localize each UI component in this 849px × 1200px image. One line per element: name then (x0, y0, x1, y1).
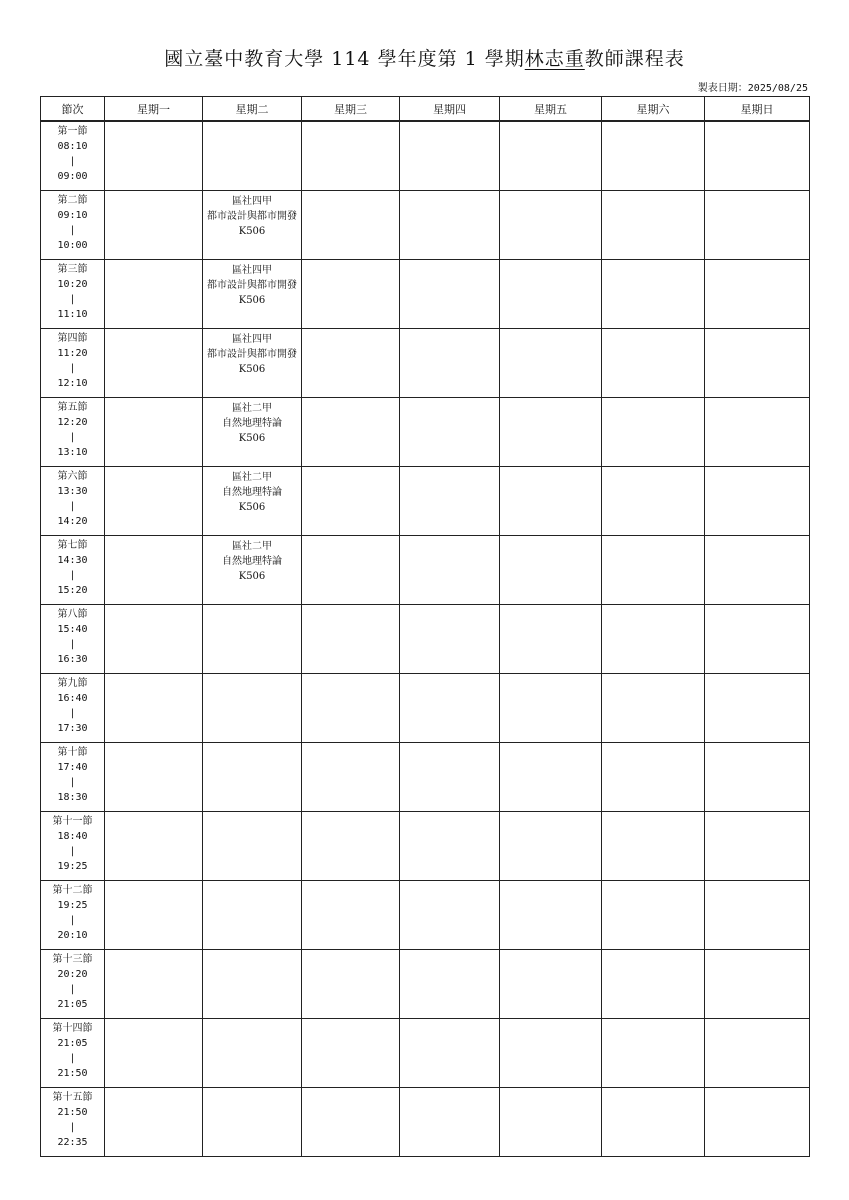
schedule-cell (400, 329, 500, 398)
table-row (41, 674, 810, 743)
schedule-cell (602, 536, 705, 605)
table-row (41, 605, 810, 674)
period-end-time: 09:00 (57, 171, 88, 182)
schedule-cell (203, 121, 302, 191)
schedule-cell (602, 260, 705, 329)
schedule-cell (302, 812, 400, 881)
schedule-cell (602, 191, 705, 260)
course-room: K506 (238, 226, 266, 237)
period-time-separator: | (69, 915, 76, 926)
course-name: 都市設計與都市開發 (207, 280, 297, 291)
schedule-cell (302, 467, 400, 536)
period-label: 第十三節 (52, 954, 93, 965)
period-time-separator: | (69, 777, 76, 788)
period-time-separator: | (69, 846, 76, 857)
schedule-cell (203, 329, 302, 398)
schedule-cell (705, 1088, 810, 1157)
table-row (41, 1088, 810, 1157)
period-cell (41, 1088, 105, 1157)
table-row (41, 812, 810, 881)
schedule-cell (500, 605, 602, 674)
period-label: 第二節 (57, 195, 88, 206)
schedule-cell (302, 1019, 400, 1088)
period-end-time: 20:10 (57, 930, 88, 941)
table-row (41, 467, 810, 536)
schedule-cell (400, 674, 500, 743)
schedule-cell (203, 1088, 302, 1157)
schedule-cell (302, 1088, 400, 1157)
schedule-cell (105, 812, 203, 881)
table-row (41, 950, 810, 1019)
period-time-separator: | (69, 432, 76, 443)
schedule-cell (105, 950, 203, 1019)
period-start-time: 13:30 (57, 486, 88, 497)
schedule-cell (500, 1019, 602, 1088)
course-class: 區社二甲 (232, 472, 272, 483)
course-room: K506 (238, 571, 266, 582)
schedule-cell (500, 329, 602, 398)
schedule-cell (302, 605, 400, 674)
period-label: 第十四節 (52, 1023, 93, 1034)
schedule-cell (400, 536, 500, 605)
course-class: 區社四甲 (232, 196, 272, 207)
period-end-time: 22:35 (57, 1137, 88, 1148)
schedule-cell (500, 398, 602, 467)
course-name: 都市設計與都市開發 (207, 349, 297, 360)
schedule-cell (705, 674, 810, 743)
schedule-cell (302, 674, 400, 743)
period-label: 第五節 (57, 402, 88, 413)
schedule-cell (400, 1019, 500, 1088)
table-row (41, 260, 810, 329)
period-time-separator: | (69, 225, 76, 236)
schedule-cell (105, 191, 203, 260)
schedule-cell (705, 329, 810, 398)
period-start-time: 08:10 (57, 141, 88, 152)
period-label: 第十五節 (52, 1092, 93, 1103)
period-cell (41, 743, 105, 812)
schedule-cell (602, 812, 705, 881)
period-end-time: 12:10 (57, 378, 88, 389)
period-start-time: 20:20 (57, 969, 88, 980)
period-label: 第七節 (57, 540, 88, 551)
schedule-cell (705, 950, 810, 1019)
schedule-cell (602, 674, 705, 743)
period-start-time: 09:10 (57, 210, 88, 221)
period-cell (41, 812, 105, 881)
table-row (41, 191, 810, 260)
schedule-cell (602, 1019, 705, 1088)
table-row (41, 121, 810, 191)
print-date: 製表日期：2025/08/25 (697, 83, 808, 94)
period-time-separator: | (69, 156, 76, 167)
period-end-time: 19:25 (57, 861, 88, 872)
teacher-name: 林志重 (524, 48, 585, 70)
period-label: 第十二節 (52, 885, 93, 896)
schedule-cell (400, 743, 500, 812)
schedule-cell (705, 536, 810, 605)
period-cell (41, 881, 105, 950)
course-class: 區社四甲 (232, 334, 272, 345)
schedule-cell (203, 467, 302, 536)
course-room: K506 (238, 295, 266, 306)
table-row (41, 329, 810, 398)
period-end-time: 13:10 (57, 447, 88, 458)
schedule-cell (105, 398, 203, 467)
schedule-cell (602, 329, 705, 398)
schedule-cell (705, 605, 810, 674)
schedule-cell (302, 260, 400, 329)
period-label: 第八節 (57, 609, 88, 620)
period-end-time: 14:20 (57, 516, 88, 527)
schedule-cell (500, 812, 602, 881)
schedule-cell (500, 191, 602, 260)
course-name: 自然地理特論 (222, 556, 282, 567)
period-time-separator: | (69, 363, 76, 374)
period-time-separator: | (69, 984, 76, 995)
schedule-cell (602, 121, 705, 191)
schedule-cell (105, 743, 203, 812)
schedule-cell (602, 743, 705, 812)
schedule-cell (705, 191, 810, 260)
period-start-time: 11:20 (57, 348, 88, 359)
schedule-cell (105, 674, 203, 743)
period-time-separator: | (69, 639, 76, 650)
schedule-cell (105, 1088, 203, 1157)
period-end-time: 21:50 (57, 1068, 88, 1079)
schedule-cell (105, 260, 203, 329)
period-start-time: 18:40 (57, 831, 88, 842)
period-start-time: 14:30 (57, 555, 88, 566)
schedule-cell (602, 398, 705, 467)
schedule-cell (602, 950, 705, 1019)
period-label: 第十一節 (52, 816, 93, 827)
schedule-cell (203, 743, 302, 812)
period-label: 第十節 (57, 747, 88, 758)
period-label: 第九節 (57, 678, 88, 689)
schedule-cell (400, 467, 500, 536)
period-time-separator: | (69, 570, 76, 581)
period-cell (41, 467, 105, 536)
schedule-cell (705, 260, 810, 329)
period-cell (41, 329, 105, 398)
schedule-cell (105, 329, 203, 398)
schedule-cell (203, 881, 302, 950)
day-header-fri: 星期五 (500, 97, 602, 122)
course-class: 區社二甲 (232, 403, 272, 414)
course-room: K506 (238, 364, 266, 375)
period-label: 第六節 (57, 471, 88, 482)
course-name: 自然地理特論 (222, 487, 282, 498)
schedule-table (40, 96, 810, 1157)
schedule-cell (500, 121, 602, 191)
schedule-cell (602, 467, 705, 536)
day-header-tue: 星期二 (203, 97, 302, 122)
schedule-cell (500, 950, 602, 1019)
period-label: 第三節 (57, 264, 88, 275)
schedule-cell (105, 536, 203, 605)
schedule-cell (602, 881, 705, 950)
course-name: 都市設計與都市開發 (207, 211, 297, 222)
schedule-cell (203, 812, 302, 881)
period-label: 第一節 (57, 126, 88, 137)
schedule-cell (705, 121, 810, 191)
schedule-cell (500, 536, 602, 605)
schedule-cell (105, 881, 203, 950)
schedule-cell (400, 398, 500, 467)
period-end-time: 17:30 (57, 723, 88, 734)
period-start-time: 19:25 (57, 900, 88, 911)
period-start-time: 17:40 (57, 762, 88, 773)
day-header-sun: 星期日 (705, 97, 810, 122)
schedule-cell (705, 398, 810, 467)
schedule-cell (302, 881, 400, 950)
schedule-cell (400, 605, 500, 674)
header-row (41, 97, 810, 122)
course-class: 區社二甲 (232, 541, 272, 552)
schedule-body (41, 121, 810, 1157)
period-start-time: 15:40 (57, 624, 88, 635)
period-end-time: 10:00 (57, 240, 88, 251)
period-cell (41, 605, 105, 674)
schedule-cell (705, 881, 810, 950)
schedule-cell (500, 260, 602, 329)
schedule-cell (500, 1088, 602, 1157)
schedule-cell (602, 1088, 705, 1157)
period-end-time: 11:10 (57, 309, 88, 320)
schedule-cell (400, 812, 500, 881)
schedule-cell (705, 743, 810, 812)
period-cell (41, 191, 105, 260)
table-row (41, 881, 810, 950)
period-time-separator: | (69, 294, 76, 305)
period-cell (41, 1019, 105, 1088)
day-header-mon: 星期一 (105, 97, 203, 122)
period-label: 第四節 (57, 333, 88, 344)
table-row (41, 536, 810, 605)
period-start-time: 21:05 (57, 1038, 88, 1049)
schedule-cell (302, 329, 400, 398)
schedule-cell (705, 467, 810, 536)
period-start-time: 16:40 (57, 693, 88, 704)
period-start-time: 12:20 (57, 417, 88, 428)
period-start-time: 21:50 (57, 1107, 88, 1118)
schedule-cell (400, 260, 500, 329)
page-title (0, 44, 849, 71)
title-prefix: 國立臺中教育大學 114 學年度第 1 學期 (164, 48, 525, 70)
schedule-cell (203, 536, 302, 605)
schedule-cell (400, 950, 500, 1019)
schedule-cell (203, 674, 302, 743)
course-name: 自然地理特論 (222, 418, 282, 429)
schedule-cell (705, 1019, 810, 1088)
schedule-cell (500, 674, 602, 743)
period-header: 節次 (41, 97, 105, 122)
schedule-cell (400, 1088, 500, 1157)
schedule-cell (105, 605, 203, 674)
schedule-cell (400, 881, 500, 950)
schedule-cell (302, 121, 400, 191)
schedule-cell (500, 881, 602, 950)
schedule-cell (500, 467, 602, 536)
period-time-separator: | (69, 1053, 76, 1064)
schedule-cell (500, 743, 602, 812)
period-cell (41, 950, 105, 1019)
period-cell (41, 674, 105, 743)
period-time-separator: | (69, 1122, 76, 1133)
title-suffix: 教師課程表 (584, 48, 685, 70)
period-time-separator: | (69, 501, 76, 512)
period-cell (41, 398, 105, 467)
schedule-cell (203, 1019, 302, 1088)
period-cell (41, 260, 105, 329)
table-row (41, 398, 810, 467)
day-header-sat: 星期六 (602, 97, 705, 122)
schedule-cell (400, 121, 500, 191)
period-end-time: 18:30 (57, 792, 88, 803)
course-room: K506 (238, 433, 266, 444)
day-header-thu: 星期四 (400, 97, 500, 122)
schedule-cell (203, 605, 302, 674)
period-start-time: 10:20 (57, 279, 88, 290)
schedule-cell (302, 950, 400, 1019)
table-row (41, 1019, 810, 1088)
period-cell (41, 121, 105, 191)
day-header-wed: 星期三 (302, 97, 400, 122)
schedule-cell (400, 191, 500, 260)
schedule-cell (203, 260, 302, 329)
schedule-cell (602, 605, 705, 674)
schedule-cell (302, 743, 400, 812)
schedule-cell (302, 536, 400, 605)
period-end-time: 16:30 (57, 654, 88, 665)
schedule-cell (203, 950, 302, 1019)
course-room: K506 (238, 502, 266, 513)
schedule-cell (705, 812, 810, 881)
schedule-cell (105, 1019, 203, 1088)
schedule-cell (105, 467, 203, 536)
period-cell (41, 536, 105, 605)
period-time-separator: | (69, 708, 76, 719)
schedule-cell (302, 398, 400, 467)
schedule-cell (203, 398, 302, 467)
schedule-cell (105, 121, 203, 191)
period-end-time: 15:20 (57, 585, 88, 596)
table-row (41, 743, 810, 812)
schedule-cell (203, 191, 302, 260)
course-class: 區社四甲 (232, 265, 272, 276)
period-end-time: 21:05 (57, 999, 88, 1010)
schedule-cell (302, 191, 400, 260)
